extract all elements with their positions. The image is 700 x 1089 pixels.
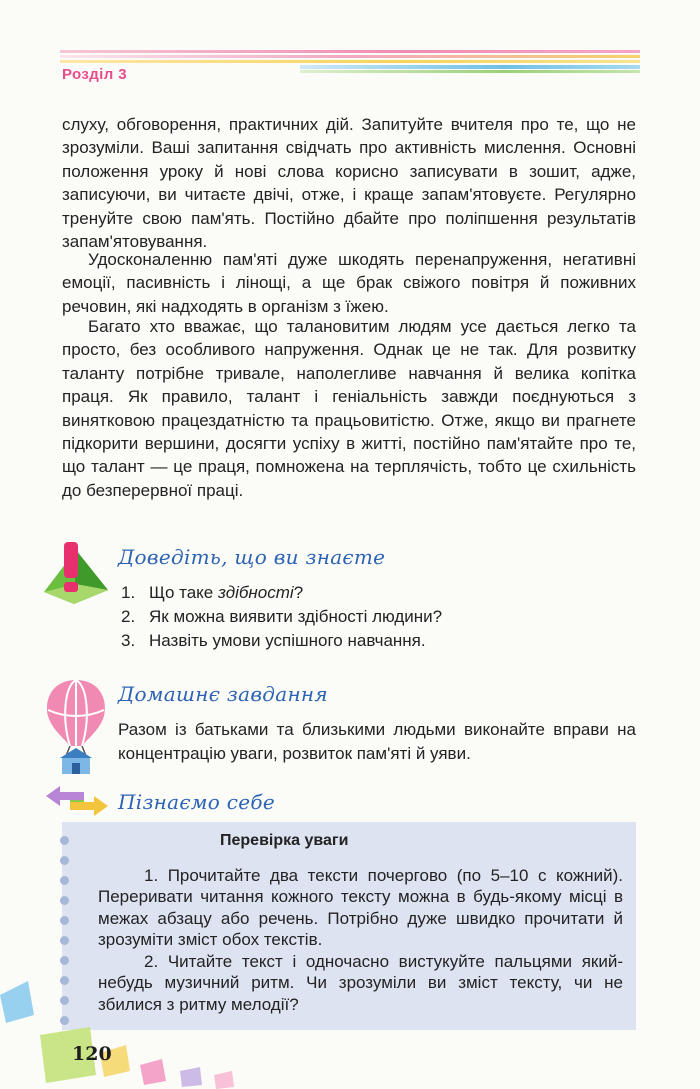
task-item: 1. Прочитайте два тексти почергово (по 5–10 с кожний). Переривати читання кожного тексту можна в будь-якому місці в межах абзацу або речень. Потрібно дуже швидко прочитати й зрозуміти зміст обох текстів. bbox=[98, 866, 623, 950]
self-heading: Пізнаємо себе bbox=[118, 790, 276, 814]
homework-text: Разом із батьками та близькими людьми виконайте вправи на концентрацію уваги, розвиток пам'яті й уяви. bbox=[118, 720, 636, 763]
homework-heading: Домашнє завдання bbox=[118, 682, 328, 706]
section-label: Розділ 3 bbox=[62, 66, 127, 83]
page-number: 120 bbox=[72, 1043, 112, 1065]
body-paragraph: Багато хто вважає, що талановитим людям усе дається легко та просто, без особливого напруження. Однак це не так. Для розвитку таланту потрібне тривале, наполегливе навчання й велика копітка праця. Як правило, талант і геніальність завжди поєднуються з винятковою працездатністю та працьовитістю. Отже, якщо ви прагнете підкорити вершини, досягти успіху в житті, постійно пам'ятайте про те, що талант — це праця, помножена на терплячість, тобто це схильність до безперервної праці. bbox=[62, 317, 636, 500]
question-list bbox=[121, 581, 442, 653]
box-title: Перевірка уваги bbox=[220, 832, 349, 849]
double-arrow-icon bbox=[44, 786, 110, 816]
body-paragraph: Удосконаленню пам'яті дуже шкодять перенапруження, негативні емоції, пасивність і лінощі, а ще брак свіжого повітря й поживних речовин, які надходять в організм з їжею. bbox=[62, 250, 636, 316]
question-item: 3. Назвіть умови успішного навчання. bbox=[121, 631, 426, 650]
hot-air-balloon-icon bbox=[40, 676, 112, 776]
confetti-decoration bbox=[0, 975, 260, 1089]
question-item: 1. Що таке здібності? bbox=[121, 583, 304, 602]
body-paragraph: слуху, обговорення, практичних дій. Запитуйте вчителя про те, що не зрозуміли. Ваші запитання свідчать про активність мислення. Основні положення уроку й нові слова корисно записувати в зошит, адже, записуючи, ви читаєте двічі, отже, і краще запам'ятовуєте. Регулярно тренуйте свою пам'ять. Постійно дбайте про поліпшення результатів запам'ятовування. bbox=[62, 115, 636, 252]
question-item: 2. Як можна виявити здібності людини? bbox=[121, 607, 443, 626]
exclamation-pyramid-icon bbox=[40, 540, 112, 608]
task-item: 2. Читайте текст і одночасно вистукуйте пальцями який-небудь музичний ритм. Чи зрозуміли ви зміст тексту, чи не збилися з ритму мелодії? bbox=[98, 952, 623, 1014]
prove-heading: Доведіть, що ви знаєте bbox=[118, 545, 386, 569]
